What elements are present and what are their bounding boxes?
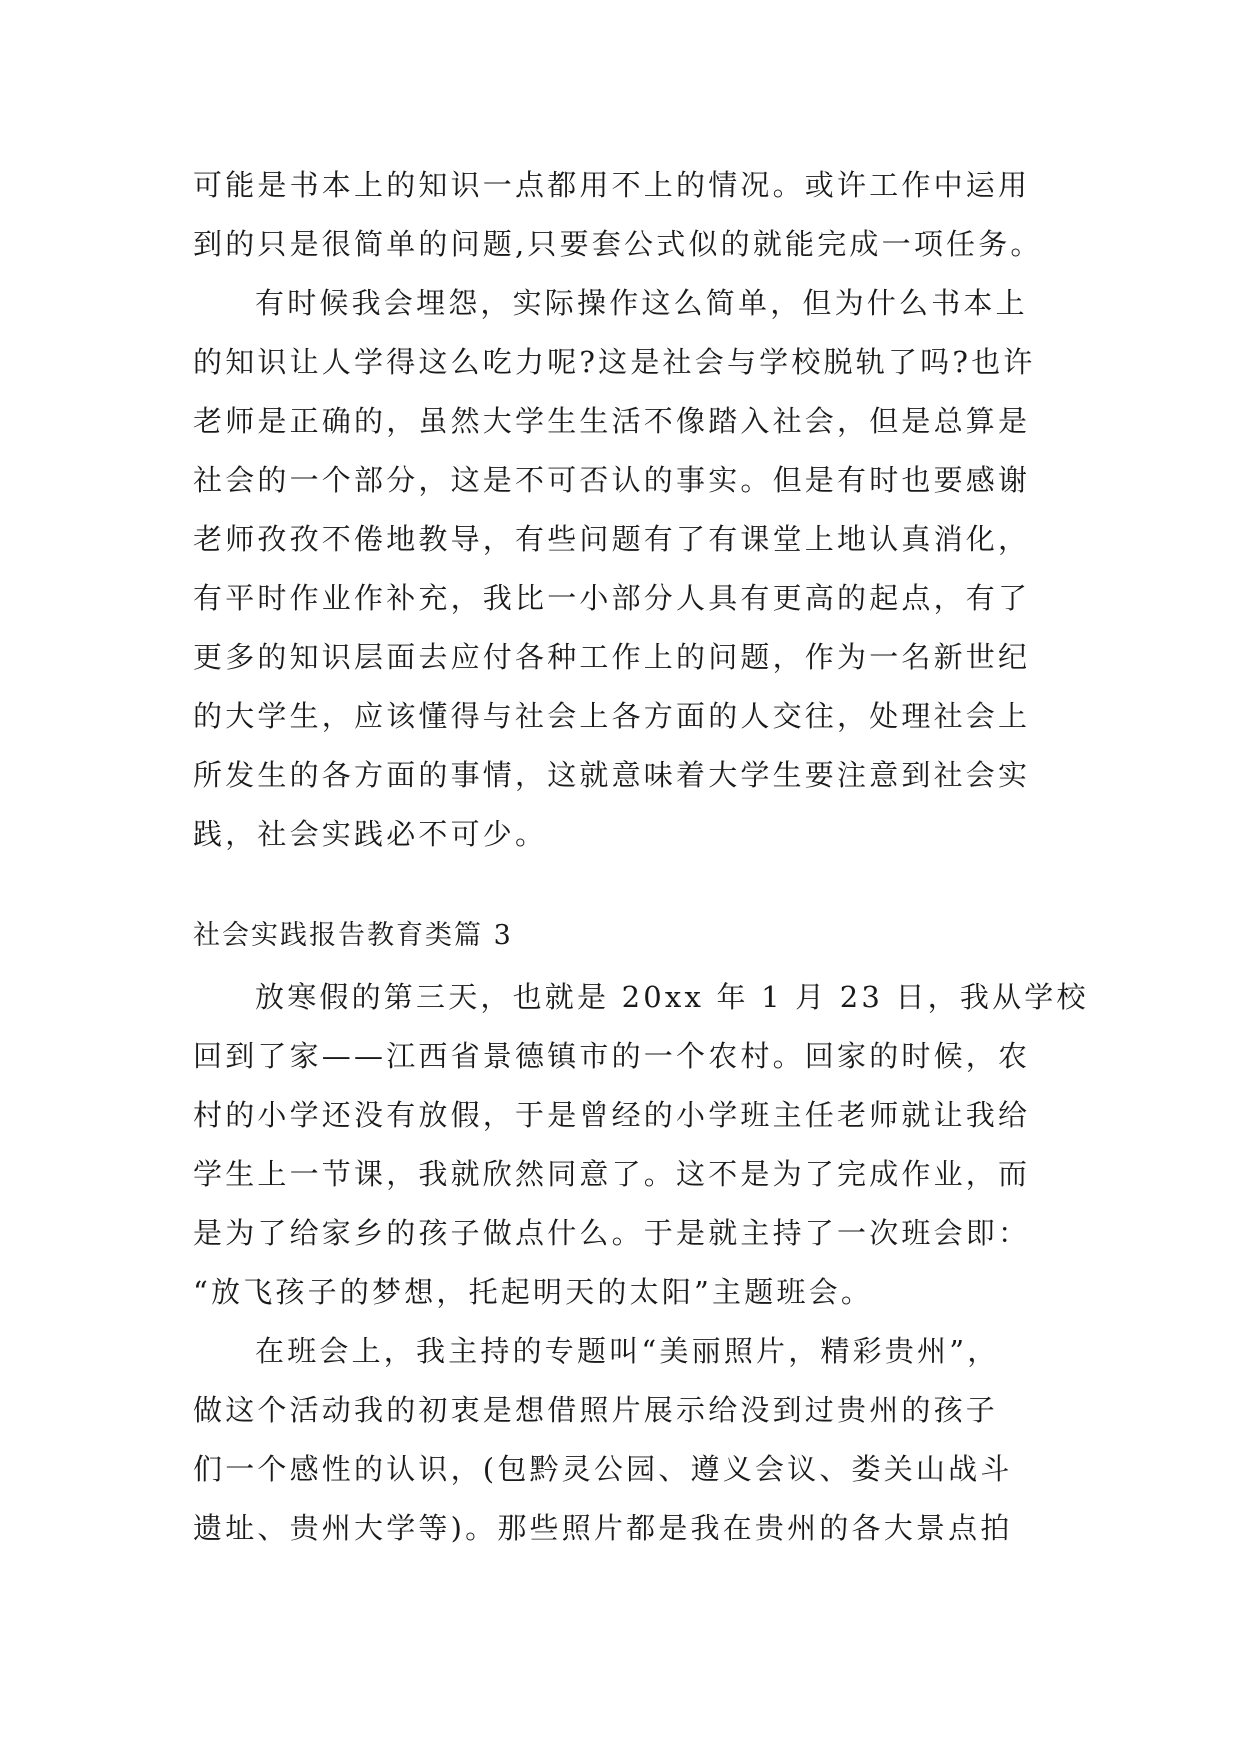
paragraph-line: 践，社会实践必不可少。	[193, 817, 548, 851]
paragraph-line: 可能是书本上的知识一点都用不上的情况。或许工作中运用	[193, 168, 1031, 202]
paragraph-line: “放飞孩子的梦想，托起明天的太阳”主题班会。	[193, 1275, 874, 1309]
paragraph-line: 的大学生，应该懂得与社会上各方面的人交往，处理社会上	[193, 699, 1031, 733]
paragraph-line: 是为了给家乡的孩子做点什么。于是就主持了一次班会即：	[193, 1216, 1031, 1250]
paragraph-line: 老师孜孜不倦地教导，有些问题有了有课堂上地认真消化，	[193, 522, 1031, 556]
paragraph-line: 有平时作业作补充，我比一小部分人具有更高的起点，有了	[193, 581, 1031, 615]
paragraph-line: 村的小学还没有放假，于是曾经的小学班主任老师就让我给	[193, 1098, 1031, 1132]
paragraph-line: 更多的知识层面去应付各种工作上的问题，作为一名新世纪	[193, 640, 1031, 674]
paragraph-line: 做这个活动我的初衷是想借照片展示给没到过贵州的孩子	[193, 1393, 999, 1427]
section-heading: 社会实践报告教育类篇 3	[193, 920, 513, 951]
paragraph-line: 放寒假的第三天，也就是 20xx 年 1 月 23 日，我从学校	[255, 980, 1089, 1014]
paragraph-line: 回到了家——江西省景德镇市的一个农村。回家的时候，农	[193, 1039, 1031, 1073]
paragraph-line: 们一个感性的认识，(包黔灵公园、遵义会议、娄关山战斗	[193, 1452, 1013, 1486]
paragraph-line: 老师是正确的，虽然大学生生活不像踏入社会，但是总算是	[193, 404, 1031, 438]
paragraph-line: 有时候我会埋怨，实际操作这么简单，但为什么书本上	[255, 286, 1028, 320]
paragraph-line: 学生上一节课，我就欣然同意了。这不是为了完成作业，而	[193, 1157, 1031, 1191]
paragraph-line: 到的只是很简单的问题,只要套公式似的就能完成一项任务。	[193, 227, 1043, 261]
paragraph-line: 的知识让人学得这么吃力呢?这是社会与学校脱轨了吗?也许	[193, 345, 1036, 379]
paragraph-line: 在班会上，我主持的专题叫“美丽照片，精彩贵州”，	[255, 1334, 1000, 1368]
paragraph-line: 所发生的各方面的事情，这就意味着大学生要注意到社会实	[193, 758, 1031, 792]
paragraph-line: 社会的一个部分，这是不可否认的事实。但是有时也要感谢	[193, 463, 1031, 497]
paragraph-line: 遗址、贵州大学等)。那些照片都是我在贵州的各大景点拍	[193, 1511, 1013, 1545]
